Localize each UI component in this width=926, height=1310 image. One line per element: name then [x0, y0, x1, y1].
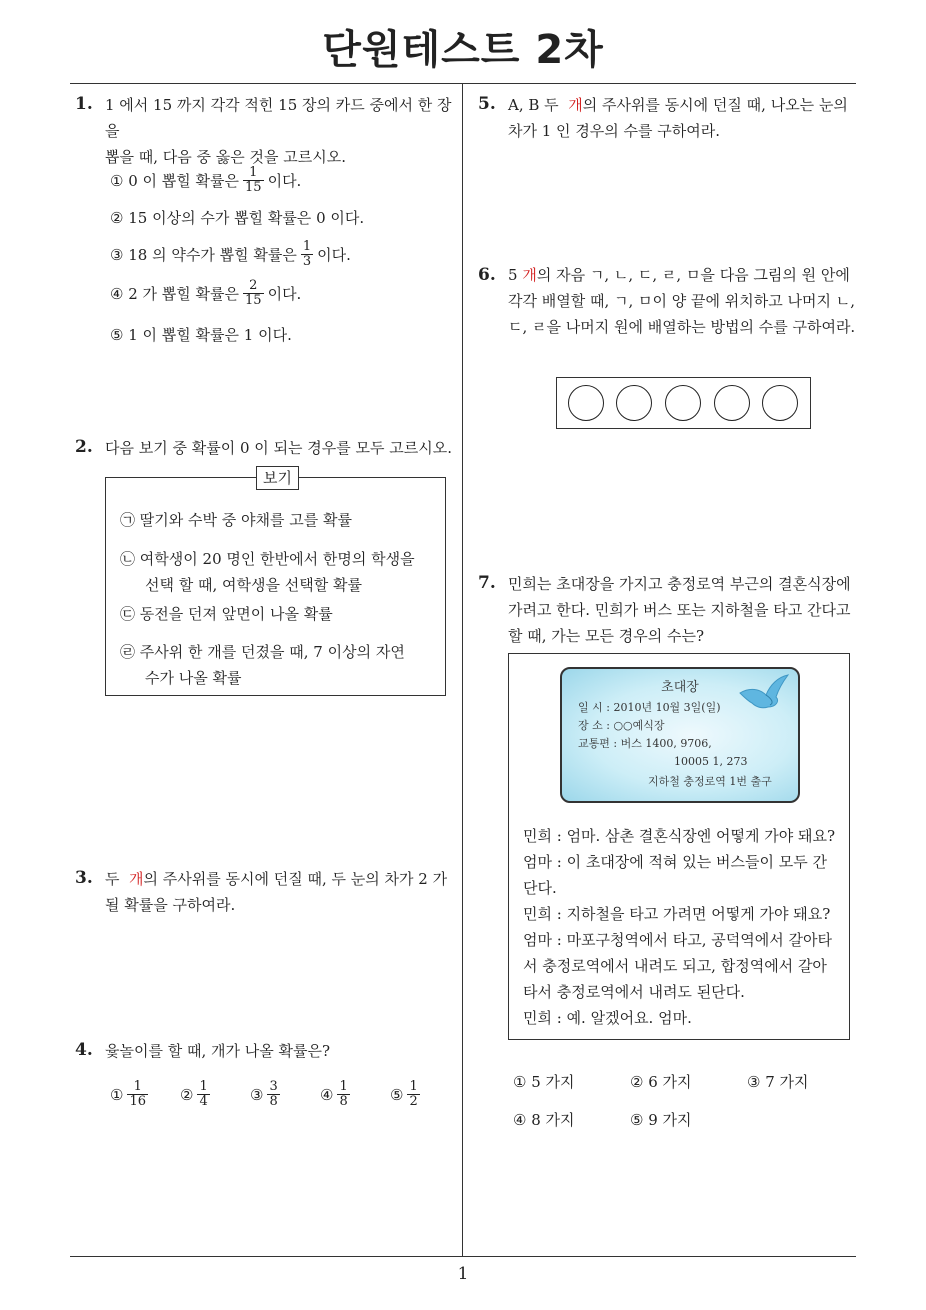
fraction — [267, 1080, 279, 1109]
q1-number: 1. — [75, 94, 93, 114]
invitation-line: 일 시 : 2010년 10월 3일(일) — [578, 701, 721, 714]
q3-text — [105, 866, 460, 918]
q1-option-1[interactable] — [110, 166, 301, 195]
dialog-line: 서 충정로역에서 내려도 되고, 합정역에서 갈아 — [523, 957, 827, 975]
option-mark: ② — [630, 1072, 644, 1091]
option-mark: ④ — [320, 1085, 334, 1104]
option-mark: ⑤ — [630, 1110, 644, 1129]
fraction — [127, 1080, 148, 1109]
q1-text-line1: 1 에서 15 까지 각각 적힌 15 장의 카드 중에서 한 장을 — [105, 96, 452, 140]
fraction-numerator: 1 — [339, 1079, 348, 1094]
dialog — [523, 823, 843, 1031]
q4-option-4[interactable] — [320, 1080, 354, 1109]
q2-number: 2. — [75, 437, 93, 457]
option-text: 0 이 뽑힐 확률은 — [128, 172, 240, 190]
dialog-line: 민희 : 예. 알겠어요. 엄마. — [523, 1009, 692, 1027]
q6-text — [508, 262, 860, 340]
q7-option-4[interactable] — [513, 1109, 575, 1130]
q4-number: 4. — [75, 1040, 93, 1060]
q7-text-line3: 할 때, 가는 모든 경우의 수는? — [508, 627, 705, 645]
q4-option-3[interactable] — [250, 1080, 284, 1109]
fraction-numerator: 1 — [199, 1079, 208, 1094]
option-mark: ② — [180, 1085, 194, 1104]
header-rule — [70, 83, 856, 84]
option-mark: ③ — [110, 245, 124, 264]
bogi-label: 보기 — [256, 466, 299, 490]
fraction-numerator: 1 — [133, 1079, 142, 1094]
dialog-line: 엄마 : 마포구청역에서 타고, 공덕역에서 갈아타 — [523, 931, 832, 949]
dialog-line: 민희 : 지하철을 타고 가려면 어떻게 가야 돼요? — [523, 905, 831, 923]
bogi-text: 여학생이 20 명인 한반에서 한명의 학생을 — [139, 550, 415, 568]
fraction — [407, 1080, 419, 1109]
q2-text: 다음 보기 중 확률이 0 이 되는 경우를 모두 고르시오. — [105, 439, 453, 457]
q1-text-line2: 뽑을 때, 다음 중 옳은 것을 고르시오. — [105, 148, 347, 166]
q4-option-5[interactable] — [390, 1080, 424, 1109]
invitation-title: 초대장 — [661, 680, 699, 695]
option-text: 8 가지 — [531, 1111, 575, 1129]
q5-text-line2: 차가 1 인 경우의 수를 구하여라. — [508, 122, 721, 140]
bogi-item-3 — [120, 601, 333, 627]
fraction — [301, 240, 313, 269]
q3-number: 3. — [75, 868, 93, 888]
bogi-text: 딸기와 수박 중 야채를 고를 확률 — [139, 511, 353, 529]
dove-icon — [736, 673, 792, 713]
circle-slot-4 — [714, 385, 750, 421]
column-divider — [462, 84, 463, 1256]
invitation-line: 장 소 : ○○예식장 — [578, 719, 665, 732]
fraction-denominator: 15 — [245, 180, 262, 195]
option-text: 15 이상의 수가 뽑힐 확률은 0 이다. — [128, 209, 365, 227]
bogi-item-1 — [120, 507, 352, 533]
fraction-denominator: 16 — [129, 1094, 146, 1109]
invitation-line: 교통편 : 버스 1400, 9706, — [578, 737, 712, 750]
fraction-denominator: 8 — [339, 1094, 348, 1109]
q3-text-pre: 두 — [105, 870, 120, 888]
q1-option-4[interactable] — [110, 279, 301, 308]
q5-text-pre: A, B 두 — [508, 96, 559, 114]
q7-option-2[interactable] — [630, 1071, 692, 1092]
q6-number: 6. — [478, 265, 496, 285]
invitation-line: 지하철 충정로역 1번 출구 — [648, 775, 772, 788]
fraction — [243, 279, 264, 308]
q6-text-line3: ㄷ, ㄹ을 나머지 원에 배열하는 방법의 수를 구하여라. — [508, 318, 856, 336]
option-mark: ④ — [513, 1110, 527, 1129]
q4-option-1[interactable] — [110, 1080, 152, 1109]
q1-option-3[interactable] — [110, 240, 351, 269]
option-text: 이다. — [267, 285, 302, 303]
option-mark: ① — [513, 1072, 527, 1091]
fraction-denominator: 2 — [409, 1094, 418, 1109]
fraction-denominator: 4 — [199, 1094, 208, 1109]
footer-rule — [70, 1256, 856, 1257]
fraction-numerator: 1 — [302, 239, 312, 254]
circle-slot-3 — [665, 385, 701, 421]
bogi-text: 동전을 던져 앞면이 나올 확률 — [139, 605, 333, 623]
bogi-item-4 — [120, 639, 405, 691]
page-title: 단원테스트 2차 — [322, 27, 604, 73]
option-text: 이다. — [267, 172, 302, 190]
fraction — [243, 166, 264, 195]
q7-option-1[interactable] — [513, 1071, 575, 1092]
option-text: 5 가지 — [531, 1073, 575, 1091]
q7-text-line1: 민희는 초대장을 가지고 충정로역 부근의 결혼식장에 — [508, 575, 851, 593]
q1-option-5[interactable] — [110, 324, 292, 345]
bogi-text-cont: 수가 나올 확률 — [145, 669, 242, 687]
dialog-line: 단다. — [523, 879, 557, 897]
fraction-denominator: 3 — [302, 254, 312, 269]
q7-text — [508, 571, 860, 649]
q5-text-red: 개 — [568, 96, 583, 114]
q1-option-2[interactable] — [110, 207, 364, 228]
q5-number: 5. — [478, 94, 496, 114]
bogi-text-cont: 선택 할 때, 여학생을 선택할 확률 — [145, 576, 362, 594]
option-mark: ⑤ — [110, 325, 124, 344]
q5-text-line1: 의 주사위를 동시에 던질 때, 나오는 눈의 — [582, 96, 848, 114]
option-mark: ④ — [110, 284, 124, 303]
bogi-mark: ㉢ — [120, 605, 136, 623]
dialog-line: 민희 : 엄마. 삼촌 결혼식장엔 어떻게 가야 돼요? — [523, 827, 836, 845]
fraction-numerator: 1 — [249, 165, 258, 180]
option-text: 7 가지 — [765, 1073, 809, 1091]
q6-text-line1: 의 자음 ㄱ, ㄴ, ㄷ, ㄹ, ㅁ을 다음 그림의 원 안에 — [536, 266, 850, 284]
q4-option-2[interactable] — [180, 1080, 214, 1109]
fraction-denominator: 8 — [269, 1094, 278, 1109]
q3-text-line1: 의 주사위를 동시에 던질 때, 두 눈의 차가 2 가 — [143, 870, 448, 888]
q5-text — [508, 92, 858, 144]
q3-text-red: 개 — [129, 870, 144, 888]
option-mark: ③ — [747, 1072, 761, 1091]
fraction — [337, 1080, 349, 1109]
dialog-line: 엄마 : 이 초대장에 적혀 있는 버스들이 모두 간 — [523, 853, 828, 871]
circle-slot-5 — [762, 385, 798, 421]
option-mark: ③ — [250, 1085, 264, 1104]
fraction-numerator: 2 — [249, 278, 258, 293]
page-number: 1 — [457, 1264, 469, 1284]
q7-text-line2: 가려고 한다. 민희가 버스 또는 지하철을 타고 간다고 — [508, 601, 851, 619]
bogi-mark: ㉣ — [120, 643, 136, 661]
bogi-text: 주사위 한 개를 던졌을 때, 7 이상의 자연 — [139, 643, 405, 661]
option-text: 이다. — [317, 246, 351, 264]
q6-text-pre: 5 — [508, 266, 518, 284]
bogi-item-2 — [120, 546, 415, 598]
dialog-line: 타서 충정로역에서 내려도 된단다. — [523, 983, 745, 1001]
fraction-denominator: 15 — [245, 293, 262, 308]
q1-text — [105, 92, 460, 170]
q4-text: 윷놀이를 할 때, 개가 나올 확률은? — [105, 1042, 331, 1060]
bogi-mark: ㉡ — [120, 550, 136, 568]
fraction — [197, 1080, 209, 1109]
option-text: 6 가지 — [648, 1073, 692, 1091]
q3-text-line2: 될 확률을 구하여라. — [105, 896, 236, 914]
option-mark: ⑤ — [390, 1085, 404, 1104]
q7-option-5[interactable] — [630, 1109, 692, 1130]
q6-text-red: 개 — [522, 266, 537, 284]
circle-diagram — [556, 377, 811, 429]
fraction-numerator: 1 — [409, 1079, 418, 1094]
q7-option-3[interactable] — [747, 1071, 809, 1092]
circle-slot-1 — [568, 385, 604, 421]
option-mark: ① — [110, 171, 124, 190]
q7-number: 7. — [478, 573, 496, 593]
option-text: 1 이 뽑힐 확률은 1 이다. — [128, 326, 292, 344]
option-mark: ① — [110, 1085, 124, 1104]
option-text: 9 가지 — [648, 1111, 692, 1129]
option-mark: ② — [110, 208, 124, 227]
circle-slot-2 — [616, 385, 652, 421]
invitation-line: 10005 1, 273 — [674, 755, 748, 768]
option-text: 18 의 약수가 뽑힐 확률은 — [128, 246, 297, 264]
bogi-mark: ㉠ — [120, 511, 136, 529]
invitation-card — [560, 667, 800, 803]
fraction-numerator: 3 — [269, 1079, 278, 1094]
q6-text-line2: 각각 배열할 때, ㄱ, ㅁ이 양 끝에 위치하고 나머지 ㄴ, — [508, 292, 856, 310]
option-text: 2 가 뽑힐 확률은 — [128, 285, 240, 303]
